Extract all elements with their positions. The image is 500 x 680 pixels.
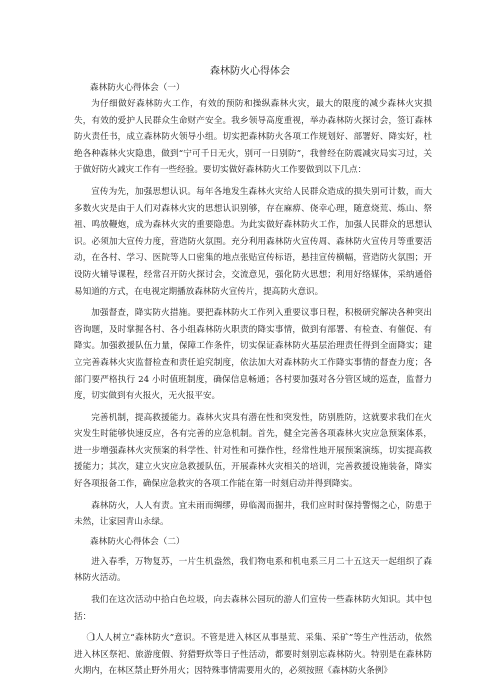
document-title: 森林防火心得体会 (210, 66, 290, 77)
section-heading: 森林防火心得体会（二） (90, 536, 185, 547)
paragraph: 加强督查，降实防火措施。要把森林防火工作列入重要议事日程，积极研究解决各种突出咨询题，及时掌握各村、各小组森林防火职责的降实事情，做到有部署、有检查、有催促、有降实。加强救援队伍力量，保障工作条件，切实保证森林防火基层治理责任得到全面降实；建立完善森林火灾监督检查和责任追究制度，依法加大对森林防火工作降实事情的督查力度；各部门要严格执行 24 小时值班制度，确保信息畅通；各村要加强对各分管区域的巡查，监督力度，切实做到有火报火，无火报平安。 (74, 308, 432, 402)
paragraph: 森林防火，人人有责。宜未雨而绸缪，毋临渴而掘井，我们应时时保持警惕之心，防患于未然，让家园青山永绿。 (74, 500, 432, 528)
paragraph: 1⃝人人树立“森林防火”意识。不管是进入林区从事垦荒、采集、采矿”等生产性活动，依然进入林区祭祀、旅游度假、狩猎野炊等日子性活动，都要时刻别忘森林防火。特别是在森林防火期内，在林区禁止野外用火；因特殊事情需要用火的，必须按照《森林防火条例》 (74, 633, 432, 677)
paragraph: 为仔细做好森林防火工作，有效的预防和操纵森林火灾，最大的限度的减少森林火灾损失，有效的爱护人民群众生命财产安全。我乡领导高度重视，举办森林防火探讨会，签订森林防火责任书，成立森林防火领导小组。切实把森林防火各项工作规划好、部署好、降实好，杜绝各种森林火灾隐患，做到“宁可千日无火，别可一日别防”，我曾经在防震减灾局实习过，关于做好防火减灾工作有一些经验。要切实做好森林防火工作要做到以下几点： (74, 99, 432, 176)
paragraph: 完善机制，提高救援能力。森林火灾具有潜在性和突发性，防别胜防，这就要求我们在火灾发生时能够快速反应，各有完善的应急机制。首先，健全完善各项森林火灾应急预案体系，进一步增强森林火灾预案的科学性、针对性和可操作性，经常性地开展预案演练，切实提高救援能力；其次，建立火灾应急救援队伍，开展森林火灾相关的培训，完善救援设施装备，降实好各项报备工作，确保应急救灾的各项工作能在第一时刻启动并得到降实。 (74, 412, 432, 490)
paragraph: 我们在这次活动中拾白色垃圾，向去森林公园玩的游人们宣传一些森林防火知识。其中包括： (74, 595, 432, 622)
paragraph: 宣传为先，加强思想认识。每年各地发生森林火灾给人民群众造成的损失别可计数，而大多数火灾是由于人们对森林火灾的思想认识别够，存在麻痹、侥幸心理，随意烧荒、炼山、祭祖、鸣放鞭炮，成为森林火灾的重要隐患。为此实做好森林防火工作，加强人民群众的思想认识。必须加大宣传力度，营造防火氛围。充分利用森林防火宣传周、森林防火宣传月等重要活动，在各村、学习、医院等人口密集的地点张贴宣传标语，悬挂宣传横幅，营造防火氛围；开设防火辅导课程，经常召开防火探讨会，交流意见，强化防火思想；利用好络媒体，采纳通俗易知道的方式，在电视定期播放森林防火宣传片，提高防火意识。 (74, 186, 432, 297)
section-heading: 森林防火心得体会（一） (90, 83, 185, 93)
paragraph: 进入春季，万物复苏，一片生机盎然，我们物电系和机电系三月二十五这天一起组织了森林防火活动。 (74, 556, 432, 584)
